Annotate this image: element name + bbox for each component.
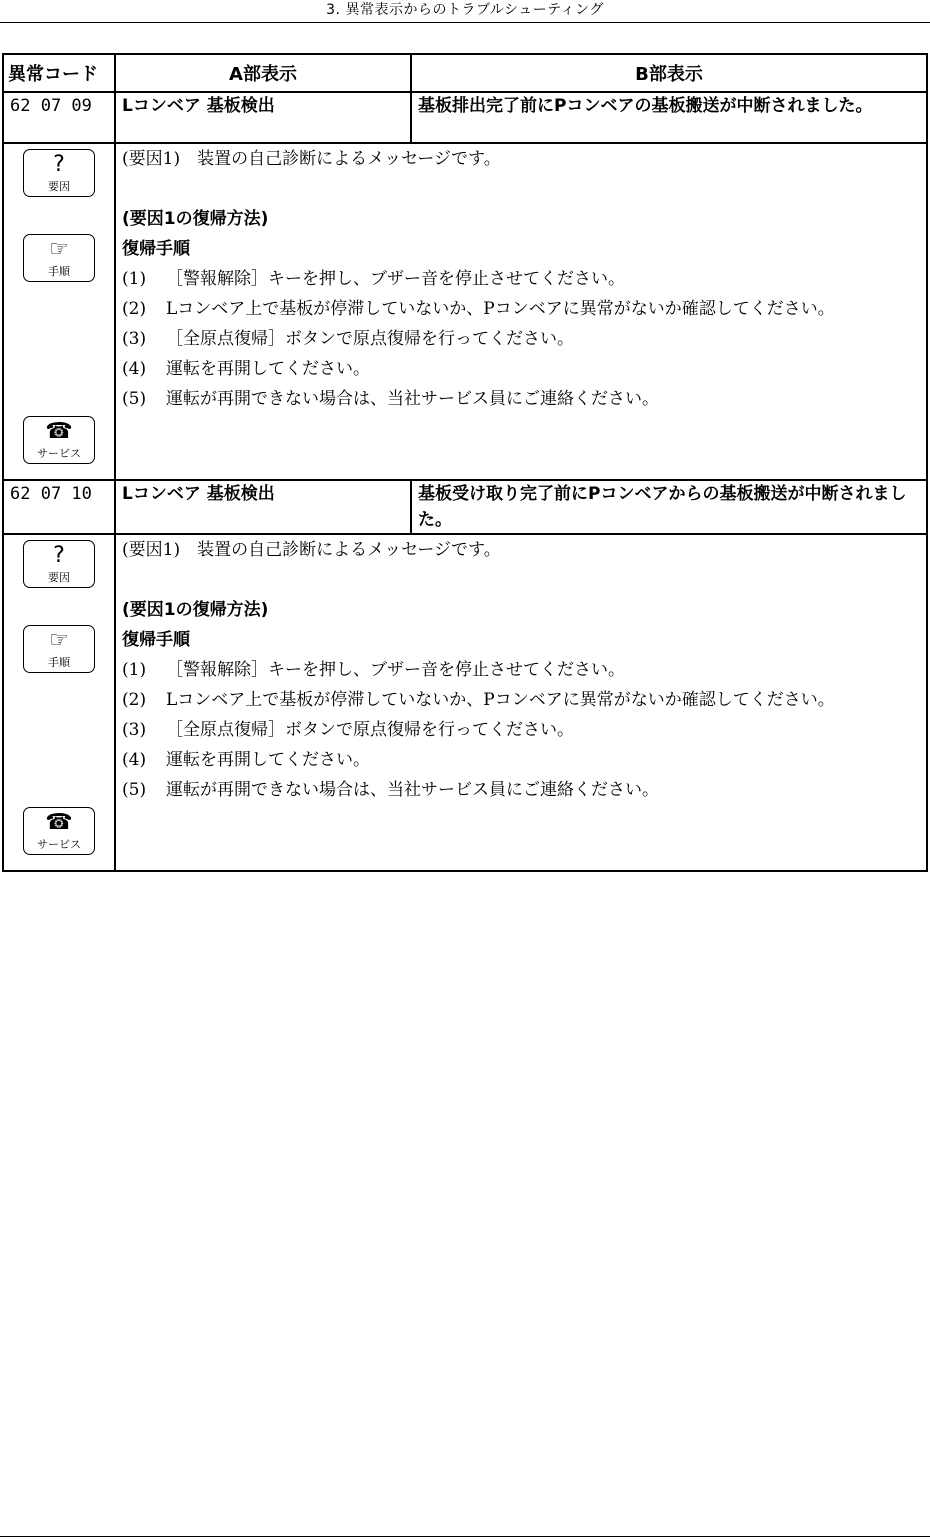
step-text: ［全原点復帰］ボタンで原点復帰を行ってください。: [166, 720, 574, 740]
step-text: 運転を再開してください。: [166, 359, 370, 379]
error-code: 62 07 09: [3, 92, 115, 143]
step-number: (2): [122, 690, 147, 710]
cause-icon-label: 要因: [48, 180, 70, 193]
detail-content: [115, 143, 927, 480]
procedure-step: [122, 294, 918, 324]
recovery-heading: (要因1の復帰方法): [122, 600, 269, 620]
step-number: (1): [122, 269, 147, 289]
pointing-hand-icon: ☞: [49, 237, 69, 262]
error-entry-row: [3, 92, 927, 143]
icon-column: [3, 143, 115, 480]
a-display-text: Lコンベア 基板検出: [115, 92, 411, 143]
procedure-step: [122, 775, 918, 805]
pointing-hand-icon: ☞: [49, 628, 69, 653]
header-a-display: A部表示: [115, 54, 411, 92]
telephone-icon: ☎: [45, 419, 73, 444]
a-display-text: Lコンベア 基板検出: [115, 480, 411, 534]
service-icon-label: サービス: [37, 447, 81, 460]
procedure-step: [122, 715, 918, 745]
step-text: ［警報解除］キーを押し、ブザー音を停止させてください。: [166, 269, 625, 289]
procedure-icon-label: 手順: [48, 656, 70, 669]
icon-column: [3, 534, 115, 871]
telephone-icon: ☎: [45, 810, 73, 835]
page-header: [0, 0, 930, 23]
procedure-step: [122, 745, 918, 775]
procedure-icon: [23, 625, 95, 673]
question-mark-icon: ?: [53, 152, 65, 177]
step-text: Lコンベア上で基板が停滞していないか、Pコンベアに異常がないか確認してください。: [166, 690, 835, 710]
step-number: (5): [122, 780, 147, 800]
procedure-heading: 復帰手順: [122, 630, 190, 650]
step-text: 運転が再開できない場合は、当社サービス員にご連絡ください。: [166, 780, 659, 800]
b-display-text: 基板受け取り完了前にPコンベアからの基板搬送が中断されました。: [411, 480, 927, 534]
cause-icon-label: 要因: [48, 571, 70, 584]
cause-text: (要因1) 装置の自己診断によるメッセージです。: [122, 540, 501, 560]
cause-icon: [23, 540, 95, 588]
table-header-row: [3, 54, 927, 92]
cause-icon: [23, 149, 95, 197]
procedure-heading: 復帰手順: [122, 239, 190, 259]
step-number: (3): [122, 329, 147, 349]
service-icon: [23, 416, 95, 464]
service-icon: [23, 807, 95, 855]
procedure-step: [122, 324, 918, 354]
step-number: (4): [122, 359, 147, 379]
step-text: 運転が再開できない場合は、当社サービス員にご連絡ください。: [166, 389, 659, 409]
error-detail-row: [3, 534, 927, 871]
step-number: (3): [122, 720, 147, 740]
step-text: ［全原点復帰］ボタンで原点復帰を行ってください。: [166, 329, 574, 349]
procedure-step: [122, 384, 918, 414]
header-error-code: 異常コード: [3, 54, 115, 92]
procedure-icon: [23, 234, 95, 282]
procedure-step: [122, 264, 918, 294]
b-display-text: 基板排出完了前にPコンベアの基板搬送が中断されました。: [411, 92, 927, 143]
step-number: (2): [122, 299, 147, 319]
detail-content: [115, 534, 927, 871]
page-header-title: 3. 異常表示からのトラブルシューティング: [326, 2, 604, 18]
service-icon-label: サービス: [37, 838, 81, 851]
step-number: (5): [122, 389, 147, 409]
error-code: 62 07 10: [3, 480, 115, 534]
step-number: (1): [122, 660, 147, 680]
header-b-display: B部表示: [411, 54, 927, 92]
step-text: ［警報解除］キーを押し、ブザー音を停止させてください。: [166, 660, 625, 680]
procedure-step: [122, 655, 918, 685]
procedure-step: [122, 685, 918, 715]
page-footer-rule: [0, 1536, 930, 1537]
error-entry-row: [3, 480, 927, 534]
step-text: 運転を再開してください。: [166, 750, 370, 770]
recovery-heading: (要因1の復帰方法): [122, 209, 269, 229]
cause-text: (要因1) 装置の自己診断によるメッセージです。: [122, 149, 501, 169]
procedure-icon-label: 手順: [48, 265, 70, 278]
step-number: (4): [122, 750, 147, 770]
step-text: Lコンベア上で基板が停滞していないか、Pコンベアに異常がないか確認してください。: [166, 299, 835, 319]
error-code-table: [2, 53, 928, 872]
procedure-step: [122, 354, 918, 384]
error-detail-row: [3, 143, 927, 480]
question-mark-icon: ?: [53, 543, 65, 568]
